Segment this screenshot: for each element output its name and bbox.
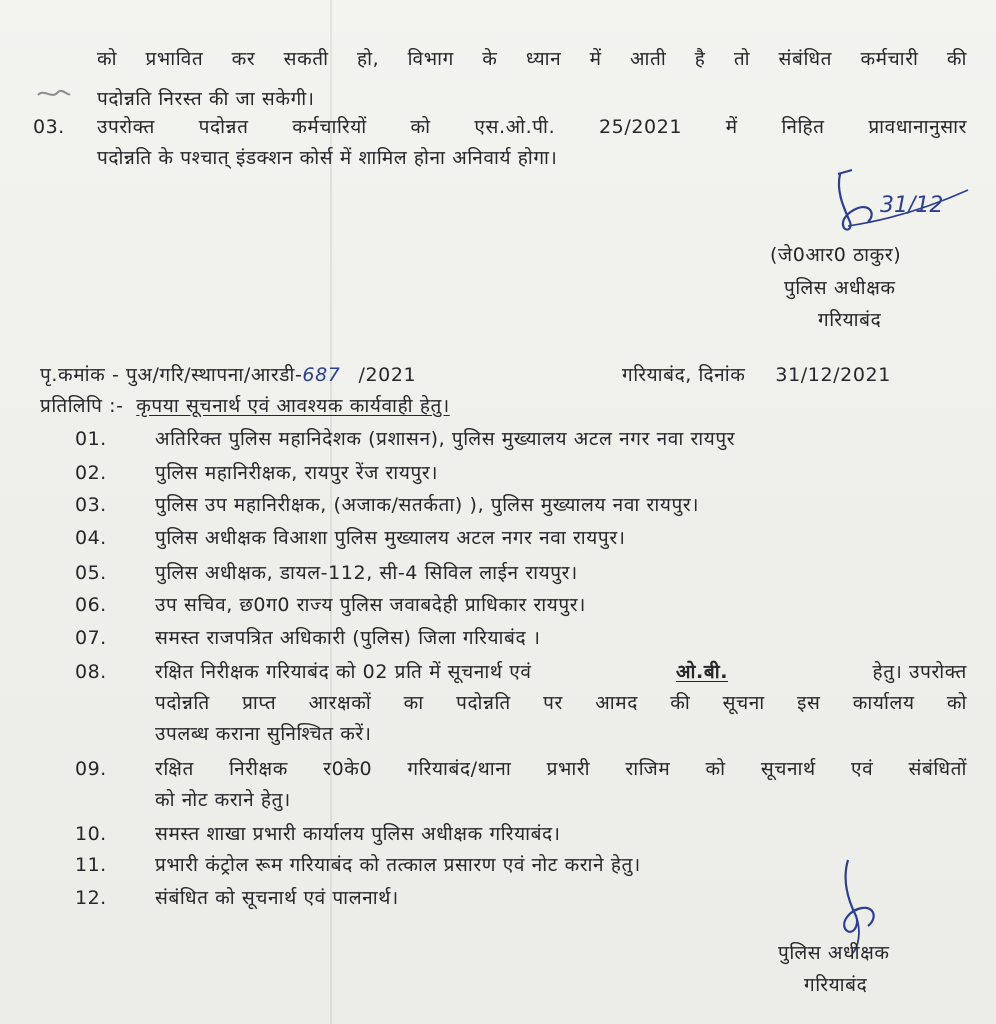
copy-item-number: 01. <box>75 428 107 450</box>
copy-item-text: उप सचिव, छ0ग0 राज्य पुलिस जवाबदेही प्राधिकार रायपुर। <box>155 594 586 616</box>
signatory-2-designation: पुलिस अधीक्षक <box>778 942 890 964</box>
copy-item-text: उपलब्ध कराना सुनिश्चित करें। <box>155 723 372 745</box>
copy-item-number: 02. <box>75 462 107 484</box>
top-paragraph-line-1: को प्रभावित कर सकती हो, विभाग के ध्यान में आती है तो संबंधित कर्मचारी की <box>97 48 967 70</box>
copy-item-08-part-a: रक्षित निरीक्षक गरियाबंद को 02 प्रति में सूचनार्थ एवं <box>155 661 532 683</box>
copy-item-text: को नोट कराने हेतु। <box>155 789 291 811</box>
ink-blot-mark <box>36 86 72 104</box>
copy-to-label: प्रतिलिपि :- <box>40 395 124 417</box>
copy-item-number: 08. <box>75 661 107 683</box>
copy-item-text: पदोन्नति प्राप्त आरक्षकों का पदोन्नति पर आमद की सूचना इस कार्यालय को <box>155 692 967 714</box>
signatory-place: गरियाबंद <box>818 309 882 331</box>
copy-item-08-ob: ओ.बी. <box>675 661 729 683</box>
reference-year: /2021 <box>358 364 417 386</box>
reference-date: 31/12/2021 <box>775 364 891 386</box>
copy-item-text <box>155 660 967 684</box>
copy-item-text: समस्त राजपत्रित अधिकारी (पुलिस) जिला गरियाबंद । <box>155 627 541 649</box>
reference-handwritten-number: 687 <box>302 364 341 386</box>
reference-place-label: गरियाबंद, दिनांक <box>622 364 746 386</box>
copy-item-number: 11. <box>75 854 107 876</box>
copy-to-purpose: कृपया सूचनार्थ एवं आवश्यक कार्यवाही हेतु। <box>136 395 450 417</box>
copy-item-text: समस्त शाखा प्रभारी कार्यालय पुलिस अधीक्षक गरियाबंद। <box>155 823 561 845</box>
reference-prefix: पृ.कमांक - पुअ/गरि/स्थापना/आरडी- <box>40 364 303 386</box>
copy-item-08-part-c: हेतु। उपरोक्त <box>872 661 967 683</box>
copy-item-text: रक्षित निरीक्षक र0के0 गरियाबंद/थाना प्रभारी राजिम को सूचनार्थ एवं संबंधितों <box>155 758 967 780</box>
copy-item-number: 05. <box>75 562 107 584</box>
reference-place-date <box>622 363 891 387</box>
point-03-number: 03. <box>33 116 65 138</box>
copy-item-text: प्रभारी कंट्रोल रूम गरियाबंद को तत्काल प्रसारण एवं नोट कराने हेतु। <box>155 854 641 876</box>
reference-number-line <box>40 363 416 387</box>
copy-item-text: पुलिस महानिरीक्षक, रायपुर रेंज रायपुर। <box>155 462 439 484</box>
handwritten-date: 31/12 <box>880 193 944 218</box>
signatory-2-place: गरियाबंद <box>804 974 868 996</box>
copy-item-text: पुलिस अधीक्षक, डायल-112, सी-4 सिविल लाईन रायपुर। <box>155 562 578 584</box>
point-03-line-1: उपरोक्त पदोन्नत कर्मचारियों को एस.ओ.पी. 25/2021 में निहित प्रावधानानुसार <box>97 116 967 138</box>
copy-item-number: 12. <box>75 887 107 909</box>
handwritten-signature-1 <box>818 168 978 246</box>
top-paragraph-line-2: पदोन्नति निरस्त की जा सकेगी। <box>97 88 315 110</box>
point-03-line-2: पदोन्नति के पश्चात् इंडक्शन कोर्स में शामिल होना अनिवार्य होगा। <box>97 147 558 169</box>
copy-item-number: 10. <box>75 823 107 845</box>
copy-item-number: 07. <box>75 627 107 649</box>
signatory-name: (जे0आर0 ठाकुर) <box>770 244 902 266</box>
copy-item-number: 03. <box>75 494 107 516</box>
copy-to-line <box>40 394 450 418</box>
signatory-designation: पुलिस अधीक्षक <box>784 277 896 299</box>
copy-item-text: पुलिस उप महानिरीक्षक, (अजाक/सतर्कता) ), पुलिस मुख्यालय नवा रायपुर। <box>155 494 700 516</box>
copy-item-text: संबंधित को सूचनार्थ एवं पालनार्थ। <box>155 887 399 909</box>
copy-item-number: 06. <box>75 594 107 616</box>
copy-item-number: 04. <box>75 527 107 549</box>
copy-item-number: 09. <box>75 758 107 780</box>
copy-item-text: अतिरिक्त पुलिस महानिदेशक (प्रशासन), पुलिस मुख्यालय अटल नगर नवा रायपुर <box>155 428 736 450</box>
copy-item-text: पुलिस अधीक्षक विआशा पुलिस मुख्यालय अटल नगर नवा रायपुर। <box>155 527 626 549</box>
